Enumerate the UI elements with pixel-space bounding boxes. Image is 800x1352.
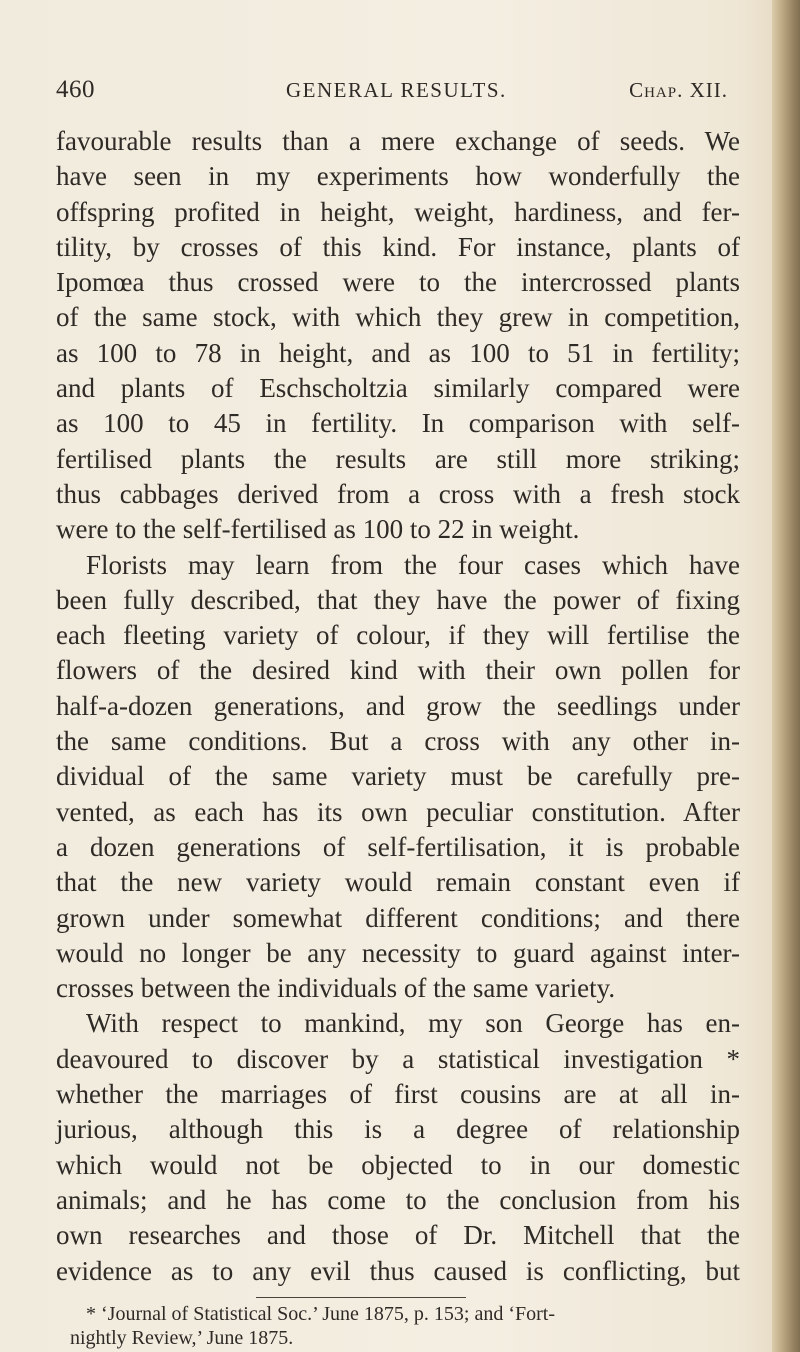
text-line: Ipomœa thus crossed were to the intercrossed plants <box>56 267 740 298</box>
text-line: jurious, although this is a degree of relationship <box>56 1114 740 1145</box>
footnote-line: nightly Review,’ June 1875. <box>70 1327 294 1349</box>
text-line: each fleeting variety of colour, if they will fertilise the <box>56 620 740 651</box>
text-line: flowers of the desired kind with their own pollen for <box>56 655 740 686</box>
text-line: half-a-dozen generations, and grow the seedlings under <box>56 690 740 721</box>
text-line: own researches and those of Dr. Mitchell that the <box>56 1220 740 1251</box>
text-line: dividual of the same variety must be carefully pre- <box>56 761 740 792</box>
text-line: grown under somewhat different conditions; and there <box>56 902 740 933</box>
text-line: and plants of Eschscholtzia similarly compared were <box>56 373 740 404</box>
text-line: a dozen generations of self-fertilisation, it is probable <box>56 831 740 862</box>
text-line: been fully described, that they have the power of fixing <box>56 584 740 615</box>
page-number: 460 <box>56 76 95 103</box>
body-text <box>56 124 740 1289</box>
text-line: would no longer be any necessity to guard against inter- <box>56 937 740 968</box>
text-line: animals; and he has come to the conclusion from his <box>56 1184 740 1215</box>
running-title: GENERAL RESULTS. <box>286 78 507 102</box>
text-line: offspring profited in height, weight, hardiness, and fer- <box>56 196 740 227</box>
text-line: as 100 to 78 in height, and as 100 to 51 in fertility; <box>56 337 740 368</box>
text-line: which would not be objected to in our domestic <box>56 1149 740 1180</box>
footnote-line: * ‘Journal of Statistical Soc.’ June 1875, p. 153; and ‘Fort- <box>86 1303 556 1325</box>
text-line: vented, as each has its own peculiar constitution. After <box>56 796 740 827</box>
text-line: were to the self-fertilised as 100 to 22 in weight. <box>56 514 580 545</box>
text-line: have seen in my experiments how wonderfully the <box>56 161 740 192</box>
text-line: tility, by crosses of this kind. For instance, plants of <box>56 231 740 262</box>
text-line: that the new variety would remain constant even if <box>56 867 740 898</box>
text-line: crosses between the individuals of the same variety. <box>56 973 616 1004</box>
text-line: Florists may learn from the four cases which have <box>86 549 740 580</box>
text-line: favourable results than a mere exchange of seeds. We <box>56 126 740 156</box>
text-line: whether the marriages of first cousins are at all in- <box>56 1079 740 1110</box>
footnote-rule <box>256 1297 466 1298</box>
text-line: evidence as to any evil thus caused is conflicting, but <box>56 1255 740 1286</box>
page-edge-shadow <box>772 0 800 1352</box>
text-line: of the same stock, with which they grew in competition, <box>56 302 740 333</box>
text-line: fertilised plants the results are still more striking; <box>56 443 740 474</box>
text-line: deavoured to discover by a statistical investigation * <box>56 1043 740 1074</box>
text-line: as 100 to 45 in fertility. In comparison with self- <box>56 408 740 439</box>
text-line: With respect to mankind, my son George has en- <box>86 1008 740 1039</box>
text-line: thus cabbages derived from a cross with a fresh stock <box>56 478 740 509</box>
chapter-label: Chap. XII. <box>629 78 728 102</box>
text-line: the same conditions. But a cross with any other in- <box>56 726 740 757</box>
footnote <box>70 1302 740 1350</box>
running-header <box>56 76 768 110</box>
